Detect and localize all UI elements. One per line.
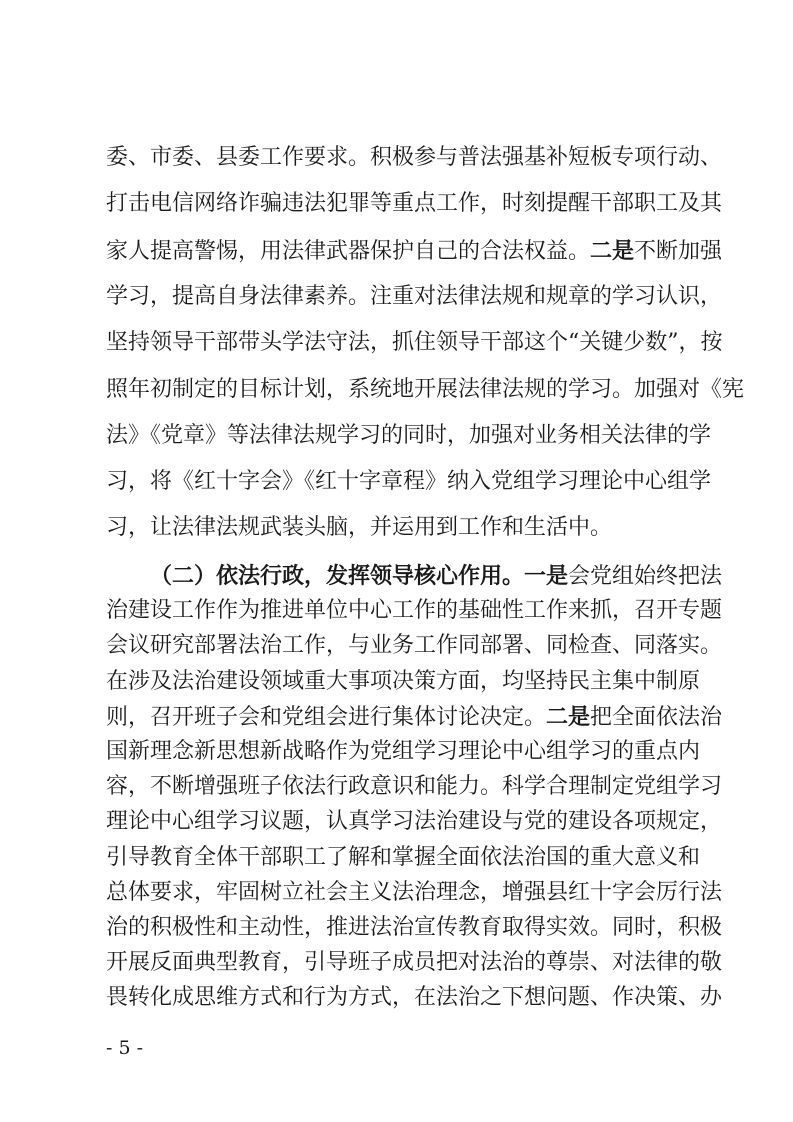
text-run: 习，让法律法规武装头脑，并运用到工作和生活中。 bbox=[106, 515, 613, 541]
paragraph-1-line-6 bbox=[106, 373, 745, 407]
paragraph-1-line-3 bbox=[106, 234, 723, 268]
paragraph-2-line-2 bbox=[106, 594, 723, 628]
bold-keyword: 二是 bbox=[546, 703, 591, 730]
text-run: 治的积极性和主动性，推进法治宣传教育取得实效。同时，积极 bbox=[106, 915, 723, 940]
paragraph-1-line-7 bbox=[106, 419, 712, 453]
text-run: 容，不断增强班子依法行政意识和能力。科学合理制定党组学习 bbox=[106, 774, 723, 800]
text-run: 家人提高警惕，用法律武器保护自己的合法权益。 bbox=[106, 238, 591, 264]
bold-keyword: 一是 bbox=[524, 563, 569, 589]
text-run: 总体要求，牢固树立社会主义法治理念，增强县红十字会厉行法 bbox=[106, 879, 723, 905]
paragraph-1-line-5 bbox=[106, 326, 723, 360]
text-run: 理论中心组学习议题，认真学习法治建设与党的建设各项规定， bbox=[106, 809, 723, 835]
page-number: - 5 - bbox=[106, 1037, 144, 1059]
text-run: 委、市委、县委工作要求。积极参与普法强基补短板专项行动、 bbox=[106, 145, 723, 170]
paragraph-2-line-8 bbox=[106, 805, 723, 839]
paragraph-2-line-11 bbox=[106, 911, 723, 945]
text-run: 则，召开班子会和党组会进行集体讨论决定。 bbox=[106, 704, 547, 730]
text-run: 打击电信网络诈骗违法犯罪等重点工作，时刻提醒干部职工及其 bbox=[106, 191, 723, 217]
paragraph-2-line-13 bbox=[106, 981, 723, 1015]
text-run: 不断加强 bbox=[634, 238, 723, 264]
text-run: 把全面依法治 bbox=[590, 704, 723, 730]
text-run: 会议研究部署法治工作，与业务工作同部署、同检查、同落实。 bbox=[106, 633, 723, 659]
text-run: 在涉及法治建设领域重大事项决策方面，均坚持民主集中制原 bbox=[106, 668, 701, 694]
text-run: 法》《党章》等法律法规学习的同时，加强对业务相关法律的学 bbox=[106, 422, 712, 448]
text-run: 习，将《红十字会》《红十字章程》纳入党组学习理论中心组学 bbox=[106, 469, 712, 495]
paragraph-2-line-1 bbox=[150, 559, 723, 593]
text-run: 会党组始终把法 bbox=[568, 564, 723, 589]
bold-keyword: 二是 bbox=[590, 237, 635, 264]
paragraph-1-line-9 bbox=[106, 511, 691, 545]
paragraph-2-line-12 bbox=[106, 946, 723, 980]
text-run: 治建设工作作为推进单位中心工作的基础性工作来抓，召开专题 bbox=[106, 598, 723, 624]
paragraph-2-line-6 bbox=[106, 735, 701, 769]
paragraph-2-line-10 bbox=[106, 876, 723, 910]
text-run: 畏转化成思维方式和行为方式，在法治之下想问题、作决策、办 bbox=[106, 985, 723, 1011]
paragraph-1-line-2 bbox=[106, 187, 723, 221]
paragraph-1-line-8 bbox=[106, 465, 712, 499]
section-heading: （二）依法行政，发挥领导核心作用。 bbox=[150, 563, 525, 589]
text-run: 开展反面典型教育，引导班子成员把对法治的尊崇、对法律的敬 bbox=[106, 950, 723, 976]
text-run: 学习，提高自身法律素养。注重对法律法规和规章的学习认识， bbox=[106, 283, 723, 309]
text-run: 照年初制定的目标计划，系统地开展法律法规的学习。加强对《宪 bbox=[106, 376, 745, 402]
text-run: 引导教育全体干部职工了解和掌握全面依法治国的重大意义和 bbox=[106, 844, 701, 870]
text-run: 坚持领导干部带头学法守法，抓住领导干部这个“关键少数”，按 bbox=[106, 330, 723, 356]
paragraph-2-line-3 bbox=[106, 629, 723, 663]
paragraph-2-line-7 bbox=[106, 770, 723, 804]
text-run: 国新理念新思想新战略作为党组学习理论中心组学习的重点内 bbox=[106, 739, 701, 764]
paragraph-1-line-4 bbox=[106, 280, 723, 314]
paragraph-1-line-1 bbox=[106, 141, 723, 175]
paragraph-2-line-9 bbox=[106, 841, 701, 875]
paragraph-2-line-5 bbox=[106, 700, 723, 734]
paragraph-2-line-4 bbox=[106, 665, 701, 699]
